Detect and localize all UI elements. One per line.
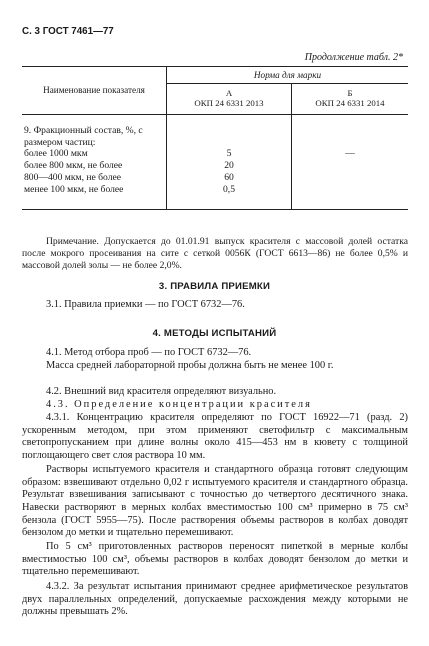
- clause-4-3-2: 4.3.2. За результат испытания принимают среднее арифметическое результатов двух параллельных определений, допускаемые расхождения между которыми не должны превышать 2%.: [22, 581, 408, 618]
- table-cell-b: —: [292, 148, 409, 160]
- table-cell-a: 5: [167, 148, 292, 160]
- clause-3-1: 3.1. Правила приемки — по ГОСТ 6732—76.: [46, 299, 245, 310]
- mark-b-letter: Б: [347, 88, 353, 98]
- clause-4-2: 4.2. Внешний вид красителя определяют визуально.: [46, 386, 277, 397]
- mark-a-okp: ОКП 24 6331 2013: [194, 98, 264, 109]
- table-cell-b: [292, 172, 409, 184]
- table-cell-b: [292, 184, 409, 210]
- clause-4-3-title-text: 4.3. Определение концентрации красителя: [46, 399, 312, 410]
- table-cell-a: 0,5: [167, 184, 292, 210]
- table-continuation-label: Продолжение табл. 2*: [304, 52, 403, 63]
- clause-4-1: 4.1. Метод отбора проб — по ГОСТ 6732—76.: [46, 347, 252, 358]
- table-row-label: более 800 мкм, не более: [24, 160, 123, 172]
- table-row-label: 800—400 мкм, не более: [24, 171, 122, 183]
- table-row-label: менее 100 мкм, не более: [22, 184, 167, 210]
- column-header-mark-a: [167, 84, 292, 115]
- clause-4-1-sample-mass: Масса средней лабораторной пробы должна быть не менее 100 г.: [46, 360, 334, 371]
- table-note: Примечание. Допускается до 01.01.91 выпуск красителя с массовой долей остатка после мокрого просеивания на сите с сеткой 0056К (ГОСТ 6613—86) не более 0,5% и массовой долей золы — не более 2,0%.: [22, 236, 408, 271]
- column-header-mark-b: [292, 84, 409, 115]
- section-3-heading: 3. ПРАВИЛА ПРИЕМКИ: [158, 281, 271, 292]
- clause-4-3-1: 4.3.1. Концентрацию красителя определяют по ГОСТ 16922—71 (разд. 2) ускоренным методом, при этом применяют светофильтр с максимальным светопропусканием при длине волны около 415—453 нм в кювету с толщиной поглощающего свет слоя раствора 10 мм.: [22, 412, 408, 462]
- column-header-indicator: Наименование показателя: [22, 67, 167, 115]
- section-4-heading: 4. МЕТОДЫ ИСПЫТАНИЙ: [152, 328, 277, 339]
- table-cell-b: [292, 160, 409, 172]
- table-row-label: более 1000 мкм: [24, 148, 88, 160]
- mark-a-letter: А: [225, 88, 233, 98]
- parameter-title: 9. Фракционный состав, %, с размером частиц:: [24, 125, 143, 148]
- running-head: С. 3 ГОСТ 7461—77: [22, 26, 114, 37]
- clause-4-3-title: [22, 399, 408, 412]
- paragraph-solutions: Растворы испытуемого красителя и стандартного образца готовят следующим образом: взвешивают отдельно 0,02 г испытуемого красителя и стандартного образца. Результат взвешивания записывают с точностью до четвертого десятичного знака. Навески растворяют в мерных колбах вместимостью 100 см³ примерно в 75 см³ бензола (ГОСТ 5955—75). После растворения объемы растворов в колбах доводят бензолом до метки и тщательно перемешивают.: [22, 464, 408, 539]
- paragraph-five-cm3: По 5 см³ приготовленных растворов переносят пипеткой в мерные колбы вместимостью 100 см³, объемы растворов в колбах доводят бензолом до метки и тщательно перемешивают.: [22, 541, 408, 578]
- norms-table: [22, 66, 408, 210]
- mark-b-okp: ОКП 24 6331 2014: [315, 98, 385, 109]
- table-cell-a: 20: [167, 160, 292, 172]
- table-cell-a: 60: [167, 172, 292, 184]
- column-header-norm: Норма для марки: [167, 67, 409, 84]
